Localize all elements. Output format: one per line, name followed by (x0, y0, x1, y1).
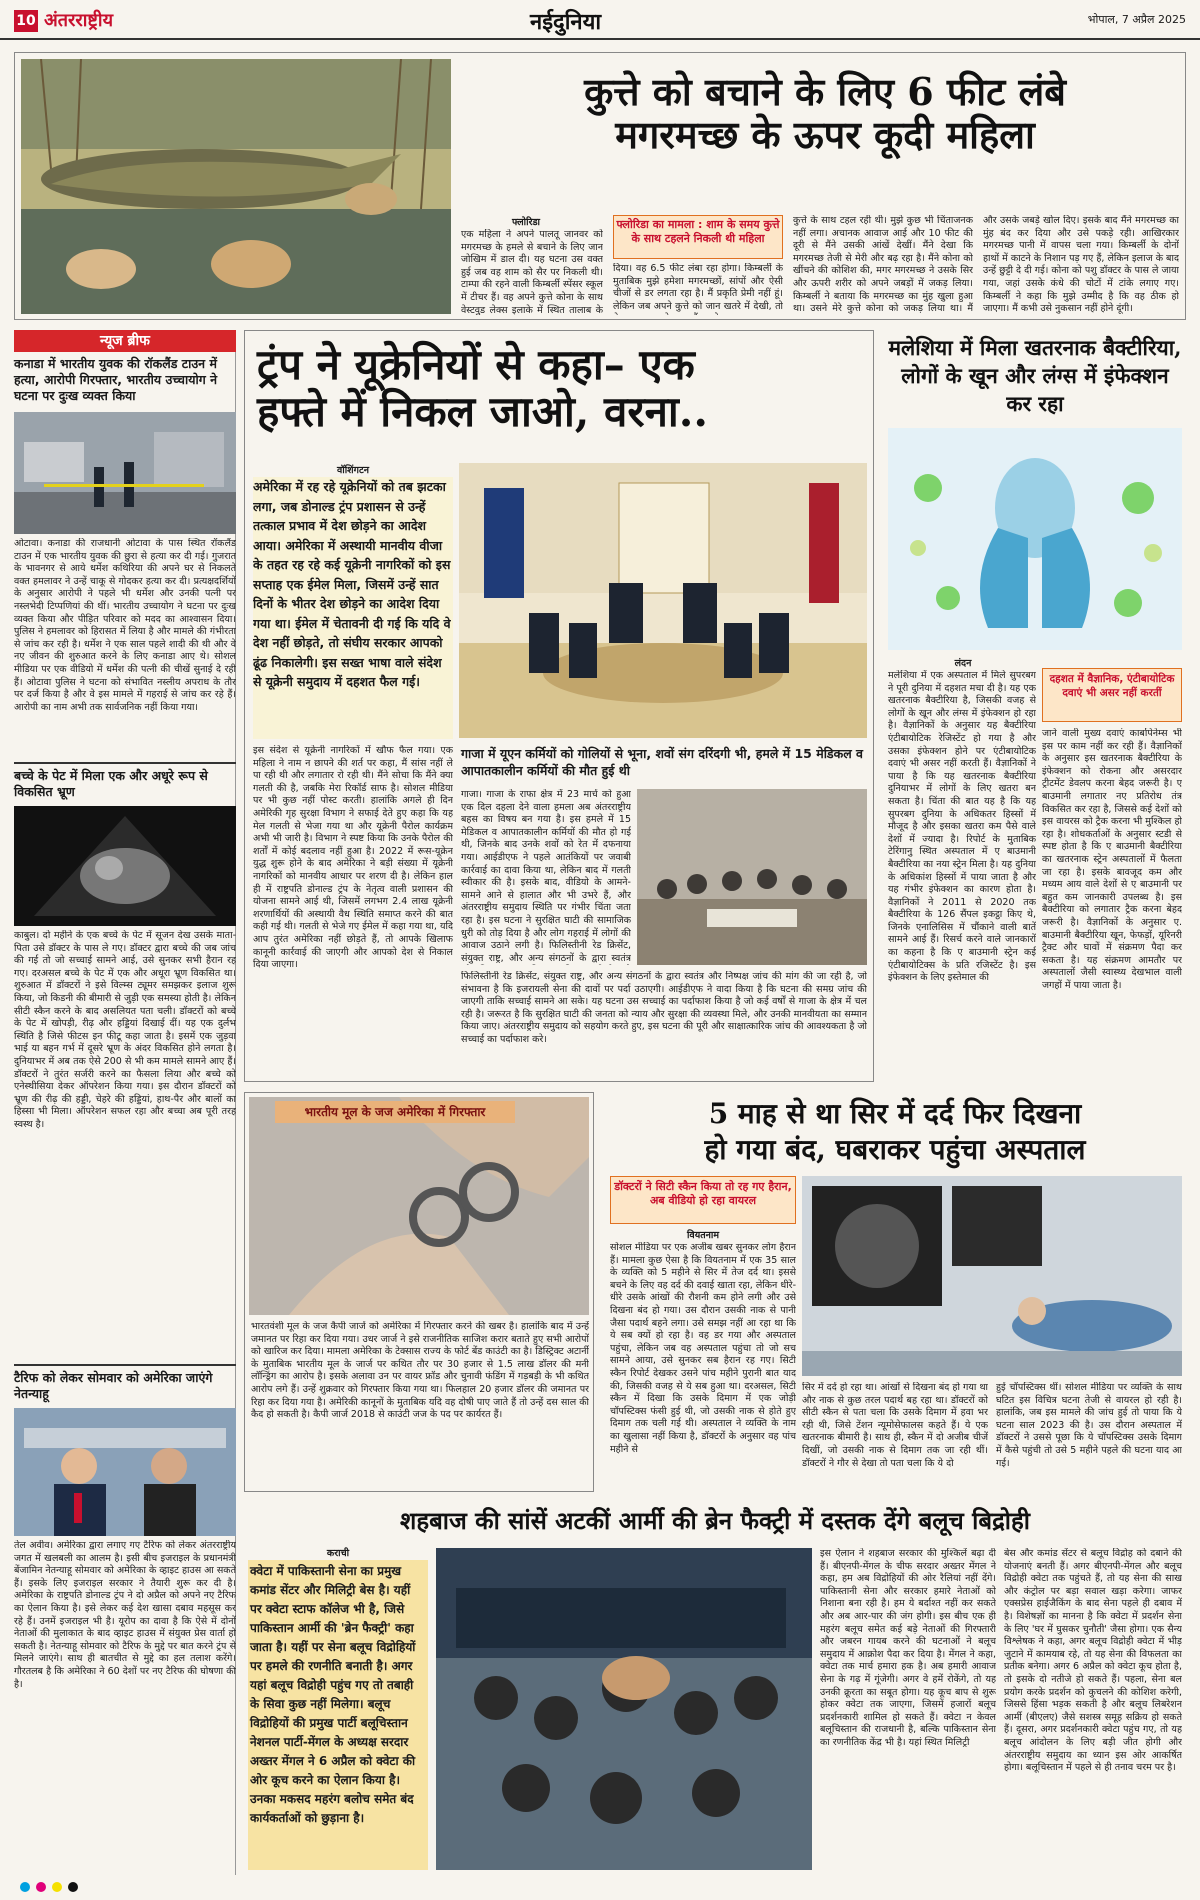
paper-logo: नईदुनिया (530, 9, 602, 35)
baloch-dateline: कराची (326, 1548, 350, 1559)
gaza-headline: गाजा में यूएन कर्मियों को गोलियों से भूना, शवों संग दरिंदगी भी, हमले में 15 मेडिकल व आपातकालीन कर्मियों की मौत हुई थी (461, 746, 863, 778)
gaza-body: गाजा। गाजा के राफा क्षेत्र में 23 मार्च को हुआ एक दिल दहला देने वाला हमला अब अंतरराष्ट्रीय बहस का विषय बन गया है। इस हमले में 15 मेडिकल व आपातकालीन कर्मियों की मौत हो गई थी, जिनके बाद उनके शवों को रेत में दफनाया गया। आईडीएफ ने पहले आतंकियों पर जवाबी कार्रवाई का दावा किया था, लेकिन बाद में गलती स्वीकार की है। इसके बाद, वीडियो के आमने-सामने आने से हालात और भी उभरे हैं, और अंतरराष्ट्रीय समुदाय स्थिति पर गंभीर चिंता जता रहा है। इस घटना ने सुरक्षित घाटी की सामाजिक धुरी को तोड़ दिया है और लोग गहराई में लोगों की आवाज उठाने लगी है। फिलिस्तीनी रेड क्रिसेंट, संयुक्त राष्ट्र, और अन्य संगठनों के द्वारा स्वतंत्र (461, 789, 631, 964)
trump-headline (257, 341, 863, 435)
headache-col-2: सिर में दर्द हो रहा था। आंखों से दिखना बंद हो गया था और नाक से कुछ तरल पदार्थ बह रहा था। डॉक्टरों को सीटी स्कैन से पता चला कि उसके दिमाग में हवा भर रही थी, जिसे टेंशन न्यूमोसेफालस कहते हैं। ये एक खतरनाक बीमारी है। साथ ही, स्कैन में दो अजीब चीजें दिखीं, जो उसकी नाक से दिमाग तक जा रही थीं। डॉक्टरों ने गौर से देखा तो पता चला कि ये दो (802, 1382, 988, 1469)
yellow-dot (52, 1882, 62, 1892)
headache-headline-line2: हो गया बंद, घबराकर पहुंचा अस्पताल (704, 1133, 1086, 1166)
headache-photo (802, 1176, 1182, 1376)
brief-2-body: काबुल। दो महीने के एक बच्चे के पेट में सूजन देख उसके माता-पिता उसे डॉक्टर के पास ले गए। डॉक्टर द्वारा बच्चे की जब जांच की गई तो जो सच्चाई सामने आई, उसे सुनकर सभी हैरान रह गए। दरअसल बच्चे के पेट में एक और अधूरा भ्रूण विकसित था। शुरुआत में डॉक्टरों ने इसे विल्म्स ट्यूमर समझकर इलाज शुरू किया, जो किडनी की बीमारी से जुड़ी एक समस्या होती है। लेकिन सीटी स्कैन करने के बाद असलियत पता चली। डॉक्टरों को बच्चे के पेट में खोपड़ी, रीढ़ और हड्डियां दिखाई दीं। यह एक दुर्लभ स्थिति है जिसे फीटस इन फीटू कहा जाता है। इसमें एक जुड़वा भाई या बहन गर्भ में दूसरे भ्रूण के अंदर विकसित होने लगता है। दुनियाभर में अब तक ऐसे 200 से भी कम मामले सामने आए हैं। डॉक्टरों ने तुरंत सर्जरी करने का फैसला लिया और बच्चे को एनेस्थीसिया देकर ऑपरेशन किया गया। इस दौरान डॉक्टरों को भ्रूण की रीढ़ की हड्डी, चेहरे की हड्डियां, हाथ-पैर और बालों का हिस्सा भी मिला। ऑपरेशन सफल रहा और बच्चा अब पूरी तरह स्वस्थ है। (14, 930, 236, 1130)
place-date: भोपाल, 7 अप्रैल 2025 (1087, 13, 1186, 26)
brief-1-body: ओटावा। कनाडा की राजधानी ओटावा के पास स्थित रॉकलैंड टाउन में एक भारतीय युवक की छुरा से हत्या कर दी गई। गुजरात के भावनगर से आये धर्मेश कथिरिया की अपने घर से निकलते वक्त हमलावर ने उन्हें चाकू से गोदकर हत्या कर दी। प्रत्यक्षदर्शियों के अनुसार आरोपी ने पहले भी धर्मेश और उनकी पत्नी पर नस्लभेदी टिप्पणियां की थीं। भारतीय उच्चायोग ने घटना पर दुःख व्यक्त किया और पीड़ित परिवार को मदद का आश्वासन दिया। पुलिस ने हमलावर को हिरासत में लिया है और मामले की गंभीरता से जांच कर रही है। धर्मेश ने एक साल पहले शादी की थी और वे नए जीवन की शुरुआत करने के लिए कनाडा आए थे। सोशल मीडिया पर एक वीडियो में धर्मेश की पत्नी की चीखें सुनाई दे रही हैं। ओटावा पुलिस ने घटना को संभावित नस्लीय अपराध के तौर पर दर्ज किया है और वे इस मामले में गहराई से जांच कर रहे हैं। आरोपी का नाम अभी तक सार्वजनिक नहीं किया गया। (14, 538, 236, 713)
trump-photo (459, 463, 867, 738)
trump-lead: अमेरिका में रह रहे यूक्रेनियों को तब झटका लगा, जब डोनाल्ड ट्रंप प्रशासन से उन्हें तत्काल प्रभाव में देश छोड़ने का आदेश आया। अमेरिका में अस्थायी मानवीय वीजा के तहत रह रहे कई यूक्रेनी नागरिकों को इस सप्ताह एक ईमेल मिला, जिसमें उन्हें सात दिनों के भीतर देश छोड़ने का आदेश दिया गया था। ईमेल में चेतावनी दी गई कि यदि वे देश नहीं छोड़ते, तो संघीय सरकार आपको ढूंढ निकालेगी। इस सख्त भाषा वाले संदेश से यूक्रेनी समुदाय में दहशत फैल गई। (253, 477, 453, 739)
brief-2-headline: बच्चे के पेट में मिला एक और अधूरे रूप से विकसित भ्रूण (14, 762, 236, 800)
judge-photo (249, 1097, 589, 1315)
gaza-bottom-strip (461, 971, 867, 1077)
protest-crowd-image (436, 1548, 812, 1870)
malaysia-dateline: लंदन (954, 658, 972, 669)
news-brief-label: न्यूज ब्रीफ (14, 330, 236, 352)
headache-headline (608, 1096, 1182, 1168)
headache-headline-line1: 5 माह से था सिर में दर्द फिर दिखना (708, 1097, 1082, 1130)
brief-3-headline: टैरिफ को लेकर सोमवार को अमेरिका जाएंगे नेतन्याहू (14, 1364, 236, 1402)
section-name: अंतरराष्ट्रीय (44, 10, 114, 31)
croc-headline-line1: कुत्ते को बचाने के लिए 6 फीट लंबे (584, 69, 1066, 114)
cyan-dot (20, 1882, 30, 1892)
headache-col-3: हुई चॉपस्टिक्स थीं। सोशल मीडिया पर व्यक्ति के साथ घटित इस विचित्र घटना तेजी से वायरल हो रही है। हालांकि, जब इस मामले की जांच हुई तो पाया कि ये घटना साल 2023 की है। उस दौरान अस्पताल में डॉक्टरों ने उससे पूछा कि ये चॉपस्टिक्स उसके दिमाग में कैसे पहुंची तो उसे 5 महीने पहले की घटना याद आ गई। (996, 1382, 1182, 1469)
judge-body: भारतवंशी मूल के जज कैपी जार्ज को अमेरिका में गिरफ्तार करने की खबर है। हालांकि बाद में उन्हें जमानत पर रिहा कर दिया गया। उधर जार्ज ने इसे राजनीतिक साजिश करार बताते हुए सभी आरोपों को खारिज कर दिया। मामला अमेरिका के टेक्सास राज्य के फोर्ट बेंड काउंटी का है। डिस्ट्रिक्ट अटार्नी के मुताबिक भारतीय मूल के जार्ज पर कथित तौर पर 30 हजार से 1.5 लाख डॉलर की मनी लॉन्ड्रिंग का आरोप है। इसके अलावा उन पर वायर फ्रॉड और चुनावी फंडिंग में गड़बड़ी के भी कथित आरोप लगे हैं। उन्हें शुक्रवार को गिरफ्तार किया गया था। फिलहाल 20 हजार डॉलर की जमानत पर रिहा कर दिया गया है। अमेरिकी कानूनों के मुताबिक यदि वह दोषी पाए जाते हैं तो उन्हें दस साल की कैद हो सकती है। कैपी जार्ज 2018 से काउंटी जज के पद पर कार्यरत हैं। (251, 1321, 589, 1421)
trump-headline-line1: ट्रंप ने यूक्रेनियों से कहा– एक (257, 340, 695, 389)
ct-scan-patient-image (802, 1176, 1182, 1376)
police-scene-image (14, 412, 236, 534)
croc-headline-line2: मगरमच्छ के ऊपर कूदी महिला (615, 111, 1035, 157)
page-number: 10 (14, 10, 38, 32)
trump-headline-line2: हफ्ते में निकल जाओ, वरना.. (257, 387, 708, 437)
gaza-photo (637, 789, 867, 965)
headache-highlight: डॉक्टरों ने सिटी स्कैन किया तो रह गए हैरान, अब वीडियो हो रहा वायरल (610, 1176, 796, 1224)
leaders-handshake-image (14, 1408, 236, 1536)
croc-col-3: कुत्ते के साथ टहल रही थी। मुझे कुछ भी चिंताजनक नहीं लगा। अचानक आवाज आई और 10 फीट की दूरी से मैंने उसकी आंखें देखीं। मैंने देखा कि मगरमच्छ तेजी से मेरी और बढ़ रहा है। मैंने कोना को खींचने की कोशिश की, मगर मगरमच्छ ने उसके सिर और ऊपरी शरीर को अपने जबड़ों में जकड़ लिया। किम्बर्ली ने बताया कि मगरमच्छ का मुंह खुला हुआ था। उसने मेरे कुत्ते कोना को जकड़ लिया था। मैं (793, 215, 973, 315)
malaysia-story (884, 330, 1186, 1082)
brief-1-photo (14, 412, 236, 534)
malaysia-col-1: मलेशिया में एक अस्पताल में मिले सुपरबग ने पूरी दुनिया में दहशत मचा दी है। यह एक खतरनाक बैक्टीरिया है, जिसकी वजह से लोगों के खून और लंग्स में इंफेक्शन हो रहा है। वैज्ञानिकों के अनुसार यह बैक्टीरिया एंटीबायोटिक रेजिस्टेंट हो गया है और उसका इंफेक्शन होने पर एंटीबायोटिक दवाएं भी असर नहीं करती हैं। वैज्ञानिकों ने पाया है कि यह खतरनाक बैक्टीरिया दुनियाभर में लोगों के लिए खतरा बन सकता है। चिंता की बात यह है कि यह सुपरबग दुनिया के अधिकतर हिस्सों में मौजूद है और इसका खतरा कम पैसे वाले देशों में ज्यादा है। रिपोर्ट के मुताबिक टेरिंगानु स्थित अस्पताल में ए बाउमानी बैक्टीरिया का नया स्ट्रेन मिला है। यह दुनिया के अधिकांश हिस्सों में पाया जाता है और यह गंभीर इंफेक्शन का कारण होता है। वैज्ञानिकों ने 2011 से 2020 तक बैक्टीरिया के 126 सैंपल इकट्ठा किए थे, जिनके एनालिसिस में चौंकाने वाली बातें सामने आई हैं। रिसर्च करने वाले जानकारों का कहना है कि ए बाउमानी स्ट्रेन कई एंटीबायोटिक्स के प्रति रजिस्टेंट है। इस इंफेक्शन के लिए इस्तेमाल की (888, 670, 1036, 984)
baloch-headline: शहबाज की सांसें अटकीं आर्मी की ब्रेन फैक्ट्री में दस्तक देंगे बलूच बिद्रोही (400, 1506, 1030, 1535)
headache-col-1: सोशल मीडिया पर एक अजीब खबर सुनकर लोग हैरान हैं। मामला कुछ ऐसा है कि वियतनाम में एक 35 साल के व्यक्ति को 5 महीने से सिर में तेज दर्द था। इससे बचने के लिए वह दर्द की दवाई खाता रहा, लेकिन धीरे-धीरे उसके आंखों की रौशनी कम होने लगी और उसे दिखना बंद हो गया। उस दौरान उसकी नाक से पानी जैसा पदार्थ बहने लगा। उसे समझ नहीं आ रहा था कि ये सब क्यों हो रहा है। वह डर गया और अस्पताल पहुंचा, लेकिन जब वह अस्पताल पहुंचा तो जो सच सामने आया, उसे सुनकर सब हैरान रह गए। सिटी स्कैन रिपोर्ट देखकर उसने पांच महीने पुरानी बात याद की, जिसकी वजह से ये सब हुआ था। दरअसल, सिटी स्कैन में दिखा कि उसके दिमाग में एक जोड़ी चॉपस्टिक्स फंसी हुई थी, जो उसकी नाक से होते हुए दिमाग तक चली गई थी। अस्पताल ने व्यक्ति के नाम का खुलासा नहीं किया है, डॉक्टरों के अनुसार वह पांच महीने से (610, 1242, 796, 1455)
trump-story (244, 330, 874, 1082)
ultrasound-scan-image (14, 806, 236, 926)
croc-photo (21, 59, 451, 314)
brief-3-photo (14, 1408, 236, 1536)
malaysia-col-2: जाने वाली मुख्य दवाएं कार्बापेनेम्स भी इस पर काम नहीं कर रही हैं। वैज्ञानिकों के अनुसार इस खतरनाक बैक्टीरिया के इंफेक्शन को रोकना और असरदार ट्रीटमेंट डेवलप करना बेहद जरूरी है। ए बाउमानी लगातार नए प्रतिरोध तंत्र विकसित कर रहा है, जिससे कई देशों को इस वायरस को ट्रैक करना भी मुश्किल हो रहा है। शोधकर्ताओं के अनुसार स्टडी से स्पष्ट होता है कि ए बाउमानी बैक्टीरिया का खतरनाक स्ट्रेन अस्पतालों में फैलता जा रहा है। इसके बावजूद कम और मध्यम आय वाले देशों से ए बाउमानी पर बहुत कम जानकारी उपलब्ध है। इस बैक्टीरिया को लगातार ट्रैक करना बेहद जरूरी है। वैज्ञानिकों के अनुसार ए. बाउमानी बैक्टीरिया खून, फेफड़ों, यूरिनरी ट्रैक्ट और घावों में संक्रमण पैदा कर सकता है। यह संक्रमण आमतौर पर अस्पतालों जैसी स्वास्थ्य देखभाल वाली जगहों में पाया जाता है। (1042, 728, 1182, 991)
gaza-body-cont (461, 971, 867, 1077)
print-color-strip (20, 1882, 1180, 1894)
gaza-body-col-1 (461, 789, 631, 965)
crocodile-dog-illustration (21, 59, 451, 314)
trump-body: इस संदेश से यूक्रेनी नागरिकों में खौफ फैल गया। एक महिला ने नाम न छापने की शर्त पर कहा, मैं सांस नहीं ले पा रही थी और लगातार रो रही थी। मैंने सोचा कि मैंने क्या गलती की है, जबकि मेरा रिकॉर्ड साफ है। सोशल मीडिया पर भी कुछ नहीं पोस्ट करती। हालांकि अगले ही दिन अमेरिकी गृह सुरक्षा विभाग ने सफाई देते हुए कहा कि यह मेल गलती से भेजा गया था और यूक्रेनी पैरोल कार्यक्रम अभी भी जारी है। विभाग ने स्पष्ट किया कि उनके पैरोल की शर्तों में कोई बदलाव नहीं हुआ है। 2022 में रूस-यूक्रेन युद्ध शुरू होने के बाद अमेरिका ने बड़ी संख्या में यूक्रेनी नागरिकों को मानवीय आधार पर शरण दी है। लेकिन हाल ही में राष्ट्रपति डोनाल्ड ट्रंप के नेतृत्व वाली प्रशासन की योजना सामने आई थी, जिसमें लगभग 2.4 लाख यूक्रेनी शरणार्थियों की अस्थायी वैध स्थिति समाप्त करने की बात कही गई थी। गलती से भेजे गए ईमेल में कहा गया था, यदि आप तुरंत अमेरिका नहीं छोड़ते हैं, तो आपके खिलाफ कानूनी कार्रवाई की जाएगी और आपको देश से निकाल दिया जाएगा। (253, 745, 453, 971)
croc-col-1: एक महिला ने अपने पालतू जानवर को मगरमच्छ के हमले से बचाने के लिए जान जोखिम में डाल दी। यह घटना उस वक्त हुई जब वह शाम को सैर पर निकली थी। टाम्पा की रहने वाली किम्बर्ली स्पेंसर स्कूल में टीचर हैं। वह अपने कुत्ते कोना के साथ वेस्टवुड लेक्स इलाके में स्थित तालाब के (461, 229, 603, 315)
gaza-body-continued: फिलिस्तीनी रेड क्रिसेंट, संयुक्त राष्ट्र, और अन्य संगठनों के द्वारा स्वतंत्र और निष्पक्ष जांच की मांग की जा रही है, जो संभावना है कि इजरायली सेना की दावों पर पर्दा उठाएगी। आईडीएफ ने वादा किया है कि घटना की समग्र जांच की जाएगी ताकि सच्चाई सामने आ सके। यह घटना उस सच्चाई का पर्दाफाश किया है जो कई वर्षों से गाजा के क्षेत्र में चल रही है। जरूरत है कि सुरक्षित घाटी की जनता को न्याय और सुरक्षा की व्यवस्था मिले, और उनकी मानवीयता का सम्मान किया जाए। अंतरराष्ट्रीय समुदाय को सहयोग करते हुए, इस घटना की पूरी और साक्षात्कारिक जांच की आवश्यकता है जो सच्चाई का पर्दाफाश करे। (461, 971, 867, 1045)
croc-col-4: और उसके जबड़े खोल दिए। इसके बाद मैंने मगरमच्छ का मुंह बंद कर दिया और उसे पकड़े रही। आखिरकार मगरमच्छ पानी में वापस चला गया। किम्बर्ली के दोनों हाथों में काटने के निशान पड़ गए हैं, लेकिन इलाज के बाद उन्हें छुट्टी दे दी गई। कोना को पशु डॉक्टर के पास ले जाया गया, जहां उसके कंधे की चोटों में टांके लगाए गए। किम्बर्ली ने कहा कि मुझे उम्मीद है कि वह ठीक हो जाएगा। मैं कभी उसे नुकसान नहीं होने दूंगी। (983, 215, 1179, 315)
brief-1-headline: कनाडा में भारतीय युवक की रॉकलैंड टाउन में हत्या, आरोपी गिरफ्तार, भारतीय उच्चायोग ने घटना पर दुःख व्यक्त किया (14, 356, 218, 403)
news-brief-column (14, 330, 236, 1875)
croc-story (14, 52, 1186, 320)
baloch-col-2: बेस और कमांड सेंटर से बलूच विद्रोह को दबाने की योजनाएं बनती हैं। अगर बीएनपी-मेंगल और बलूच विद्रोही क्वेटा तक पहुंचते हैं, तो यह सेना की साख और कंट्रोल पर बड़ा सवाल खड़ा करेगा। जाफर एक्सप्रेस हाईजैकिंग के बाद सेना पहले ही दबाव में है। विशेषज्ञों का मानना है कि क्वेटा में प्रदर्शन सेना के लिए 'घर में घुसकर चुनौती' जैसा होगा। एक सैन्य विश्लेषक ने कहा, अगर बलूच विद्रोही क्वेटा में भीड़ जुटाने में कामयाब रहे, तो यह सेना की विफलता का प्रतीक बनेगा। अगर 6 अप्रैल को क्वेटा कूच होता है, तो इसके दो नतीजे हो सकते हैं। पहला, सेना बल प्रयोग करके प्रदर्शन को कुचलने की कोशिश करेगी, जिससे हिंसा भड़क सकती है और बलूच लिबरेशन आर्मी (बीएलए) जैसे सशस्त्र समूह सक्रिय हो सकते हैं। दूसरा, अगर प्रदर्शनकारी क्वेटा पहुंच गए, तो यह बलूच आंदोलन के लिए बड़ी जीत होगी और अंतरराष्ट्रीय समुदाय का ध्यान इस ओर आकर्षित होगा। बलूचिस्तान में पहले से ही तनाव चरम पर है। (1004, 1548, 1182, 1774)
croc-headline (465, 71, 1185, 156)
malaysia-highlight: दहशत में वैज्ञानिक, एंटीबायोटिक दवाएं भी असर नहीं करतीं (1042, 668, 1182, 722)
malaysia-headline: मलेशिया में मिला खतरनाक बैक्टीरिया, लोगों के खून और लंग्स में इंफेक्शन कर रहा (888, 335, 1182, 416)
baloch-col-1: इस ऐलान ने शहबाज सरकार की मुश्किलें बढ़ा दी हैं। बीएनपी-मेंगल के चीफ सरदार अख्तर मेंगल ने कहा, हम अब विद्रोहियों की ओर रैलियां नहीं देंगे। पाकिस्तानी सेना और सरकार हमारे नेताओं को निशाना बना रही है। हम ये बर्दाश्त नहीं कर सकते और अब आर-पार की जंग होगी। इस बीच एक ही महरंग बलूच समेत कई बड़े नेताओं की गिरफ्तारी और जबरन गायब करने की घटनाओं ने बलूच समुदाय में आक्रोश पैदा कर दिया है। मेंगल ने कहा, क्वेटा तक मार्च हमारा हक है। अब हमारी आवाज सेना के गढ़ में गूंजेगी। अगर वे हमें रोकेंगे, तो यह उनकी क्रूरता का सबूत होगा। यह कूच बाप से शुरू होकर क्वेटा तक जाएगा, जिसमें हजारों बलूच प्रदर्शनकारी शामिल हो सकते हैं। क्वेटा न केवल बलूचिस्तान की राजधानी है, बल्कि पाकिस्तान सेना का रणनीतिक केंद्र भी है। यहां स्थित मिलिट्री (820, 1548, 996, 1748)
trump-dateline: वॉशिंगटन (336, 465, 370, 476)
judge-story (244, 1092, 594, 1492)
masthead (0, 0, 1200, 40)
croc-highlight: फ्लोरिडा का मामला : शाम के समय कुत्ते के साथ टहलने निकली थी महिला (613, 215, 783, 259)
brief-3-body: तेल अवीव। अमेरिका द्वारा लगाए गए टैरिफ को लेकर अंतरराष्ट्रीय जगत में खलबली का आलम है। इसी बीच इजराइल के प्रधानमंत्री बेंजामिन नेतन्याहू सोमवार को अमेरिका के व्हाइट हाउस आ सकते हैं। इसके लिए इजराइल सरकार ने तैयारी शुरू कर दी है। अमेरिका के राष्ट्रपति डोनाल्ड ट्रंप ने दो अप्रैल को अपने नए टैरिफ का ऐलान किया है। इसे लेकर कई देश खासा दबाव महसूस कर रहे हैं। उनमें इजराइल भी है। यूरोप का दावा है कि ऐसे में दोनों नेताओं की मुलाकात के बाद व्हाइट हाउस में संयुक्त प्रेस वार्ता हो सकती है। नेतन्याहू सोमवार को टैरिफ के मुद्दे पर बात करने ट्रंप से मिलने जाएंगे। साथ ही बातचीत से मुद्दे का हल तलाश करेंगे। गौरतलब है कि अमेरिका ने 60 देशों पर नए टैरिफ की घोषणा की है। (14, 1540, 236, 1690)
oval-office-meeting-image (459, 463, 867, 738)
baloch-photo (436, 1548, 812, 1870)
bacteria-lungs-illustration (888, 428, 1182, 650)
brief-2-photo (14, 806, 236, 926)
headache-dateline: वियतनाम (686, 1230, 720, 1241)
black-dot (68, 1882, 78, 1892)
croc-col-2: दिया। वह 6.5 फीट लंबा रहा होगा। किम्बर्ली के मुताबिक मुझे हमेशा मगरमच्छों, सांपों और ऐसी चीजों से डर लगता रहा है। मैं प्रकृति प्रेमी नहीं हूं। लेकिन जब अपने कुत्ते को जान खतरे में देखी, तो (613, 263, 783, 312)
baloch-story (244, 1502, 1186, 1876)
baloch-lead: क्वेटा में पाकिस्तानी सेना का प्रमुख कमांड सेंटर और मिलिट्री बेस है। यहीं पर क्वेटा स्टाफ कॉलेज भी है, जिसे पाकिस्तान आर्मी की 'ब्रेन फैक्ट्री' कहा जाता है। यहीं पर सेना बलूच विद्रोहियों पर हमले की रणनीति बनाती है। अगर यहां बलूच विद्रोही पहुंच गए तो तबाही के सिवा कुछ नहीं मिलेगा। बलूच विद्रोहियों की प्रमुख पार्टी बलूचिस्तान नेशनल पार्टी-मेंगल के अध्यक्ष सरदार अख्तर मेंगल ने 6 अप्रैल को क्वेटा की ओर कूच करने का ऐलान किया है। उनका मकसद महरंग बलोच समेत बंद कार्यकर्ताओं को छुड़ाना है। (248, 1560, 428, 1870)
judge-label: भारतीय मूल के जज अमेरिका में गिरफ्तार (275, 1101, 515, 1123)
malaysia-photo (888, 428, 1182, 650)
handcuffs-image (249, 1097, 589, 1315)
magenta-dot (36, 1882, 46, 1892)
croc-dateline: फ्लोरिडा (512, 217, 540, 228)
gaza-crowd-image (637, 789, 867, 965)
headache-story (604, 1092, 1186, 1492)
